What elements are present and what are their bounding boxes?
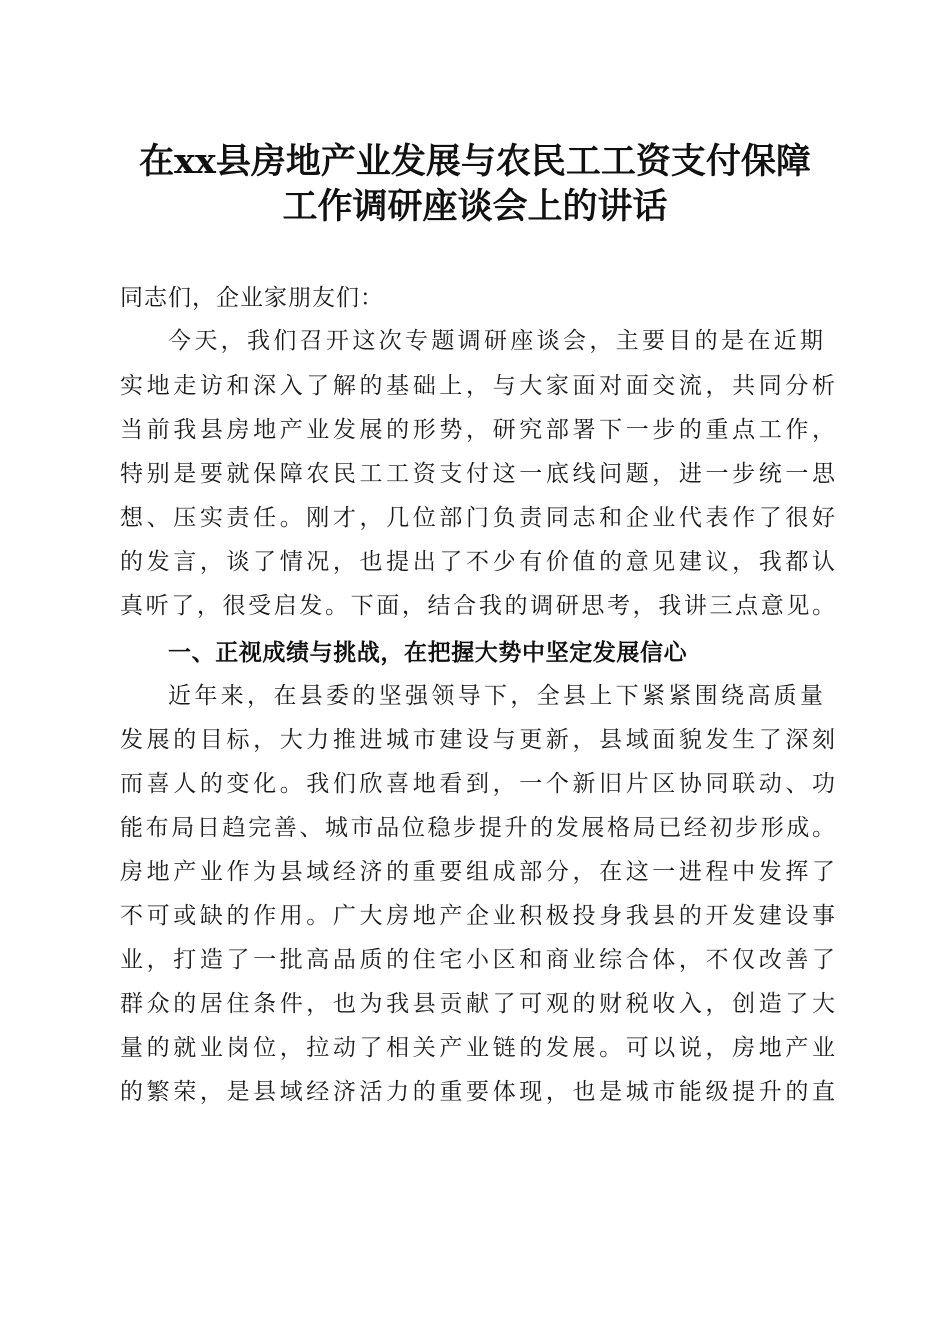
paragraph-line: 业，打造了一批高品质的住宅小区和商业综合体，不仅改善了: [120, 947, 835, 973]
paragraph-line: 今天，我们召开这次专题调研座谈会，主要目的是在近期: [168, 328, 823, 354]
paragraph-line: 的繁荣，是县域经济活力的重要体现，也是城市能级提升的直: [120, 1079, 835, 1105]
paragraph-line: 特别是要就保障农民工工资支付这一底线问题，进一步统一思: [120, 461, 835, 487]
paragraph-line: 的发言，谈了情况，也提出了不少有价值的意见建议，我都认: [120, 549, 835, 575]
salutation: 同志们，企业家朋友们：: [120, 285, 384, 311]
paragraph-line: 发展的目标，大力推进城市建设与更新，县域面貌发生了深刻: [120, 727, 835, 753]
paragraph-line: 房地产业作为县域经济的重要组成部分，在这一进程中发挥了: [120, 859, 835, 885]
paragraph-line: 量的就业岗位，拉动了相关产业链的发展。可以说，房地产业: [120, 1035, 835, 1061]
document-title-line-1: 在xx县房地产业发展与农民工工资支付保障: [139, 141, 811, 182]
paragraph-line: 当前我县房地产业发展的形势，研究部署下一步的重点工作，: [120, 417, 835, 443]
paragraph-line: 近年来，在县委的坚强领导下，全县上下紧紧围绕高质量: [168, 683, 823, 709]
paragraph-line: 真听了，很受启发。下面，结合我的调研思考，我讲三点意见。: [120, 593, 835, 619]
paragraph-line: 想、压实责任。刚才，几位部门负责同志和企业代表作了很好: [120, 505, 835, 531]
document-title-line-2: 工作调研座谈会上的讲话: [282, 186, 668, 227]
paragraph-line: 不可或缺的作用。广大房地产企业积极投身我县的开发建设事: [120, 903, 835, 929]
paragraph-line: 群众的居住条件，也为我县贡献了可观的财税收入，创造了大: [120, 991, 835, 1017]
paragraph-line: 能布局日趋完善、城市品位稳步提升的发展格局已经初步形成。: [120, 815, 835, 841]
paragraph-line: 实地走访和深入了解的基础上，与大家面对面交流，共同分析: [120, 373, 835, 399]
section-heading: 一、正视成绩与挑战，在把握大势中坚定发展信心: [168, 640, 688, 666]
paragraph-line: 而喜人的变化。我们欣喜地看到，一个新旧片区协同联动、功: [120, 771, 835, 797]
